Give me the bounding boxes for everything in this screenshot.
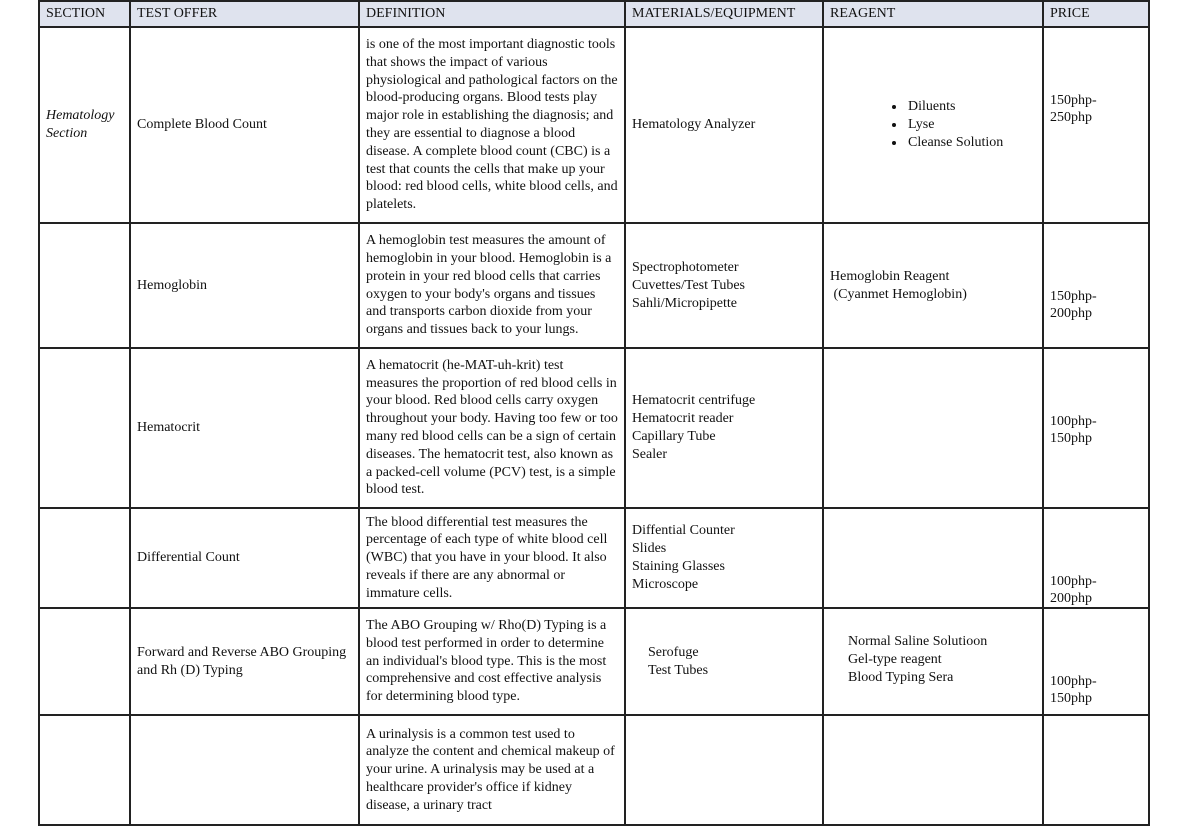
reagent-cell (823, 27, 1043, 223)
price-line: 150php- (1050, 93, 1097, 108)
price-cell (1043, 715, 1149, 825)
reagent-cell (823, 348, 1043, 508)
materials-cell (625, 608, 823, 715)
material-item: Spectrophotometer (632, 259, 739, 275)
header-test-offer: TEST OFFER (130, 1, 359, 27)
definition-cell: The ABO Grouping w/ Rho(D) Typing is a blood test performed in order to determine an individual's blood type. This is the most comprehensive and cost effective analysis for determining blood type. (359, 608, 625, 715)
reagent-cell (823, 608, 1043, 715)
materials-cell (625, 715, 823, 825)
material-item: Cuvettes/Test Tubes (632, 277, 745, 293)
reagent-cell (823, 715, 1043, 825)
test-offer-cell: Differential Count (130, 508, 359, 608)
price-line: 250php (1050, 110, 1092, 125)
reagent-item: Gel-type reagent (848, 652, 942, 667)
section-cell (39, 348, 130, 508)
price-line: 150php- (1050, 289, 1097, 304)
material-item: Hematocrit centrifuge (632, 393, 756, 408)
header-row (39, 1, 1149, 27)
price-line: 150php (1050, 691, 1092, 706)
definition-cell: A hemoglobin test measures the amount of hemoglobin in your blood. Hemoglobin is a protein in your red blood cells that carries oxygen to your body's organs and tissues and transports carbon dioxide from your organs and tissues back to your lungs. (359, 223, 625, 348)
price-line: 100php- (1050, 414, 1097, 429)
material-item: Slides (632, 541, 667, 556)
table-row (39, 508, 1149, 608)
reagent-item: Blood Typing Sera (848, 670, 954, 685)
material-item: Hematology Analyzer (632, 117, 756, 132)
price-line: 100php- (1050, 674, 1097, 689)
table-row (39, 608, 1149, 715)
definition-cell: The blood differential test measures the percentage of each type of white blood cell (WBC) that you have in your blood. It also reveals if there are any abnormal or immature cells. (359, 508, 625, 608)
definition-cell: is one of the most important diagnostic tools that shows the impact of various physiological and pathological factors on the blood-producing organs. Blood tests play major role in establishing the diagnosis; and they are essential to diagnose a blood disease. A complete blood count (CBC) is a test that counts the cells that make up your blood: red blood cells, white blood cells, and platelets. (359, 27, 625, 223)
section-cell (39, 608, 130, 715)
header-section: SECTION (39, 1, 130, 27)
price-cell (1043, 508, 1149, 608)
reagent-item: (Cyanmet Hemoglobin) (830, 286, 967, 302)
price-line: 100php- (1050, 574, 1097, 589)
table-row (39, 27, 1149, 223)
price-line: 150php (1050, 431, 1092, 446)
price-cell (1043, 608, 1149, 715)
test-offer-table (38, 0, 1150, 826)
test-offer-cell: Hemoglobin (130, 223, 359, 348)
reagent-item: • Cleanse Solution (906, 134, 1036, 152)
reagent-cell (823, 508, 1043, 608)
table-row (39, 715, 1149, 825)
reagent-item: • Lyse (906, 116, 1036, 134)
materials-cell (625, 223, 823, 348)
price-cell (1043, 27, 1149, 223)
definition-cell: A urinalysis is a common test used to analyze the content and chemical makeup of your urine. A urinalysis may be used at a healthcare provider's office if kidney disease, a urinary tract (359, 715, 625, 825)
materials-cell (625, 27, 823, 223)
material-item: Staining Glasses (632, 559, 725, 574)
reagent-item: Hemoglobin Reagent (830, 268, 950, 284)
reagent-item: • Diluents (906, 98, 1036, 116)
section-cell: Hematology Section (39, 27, 130, 223)
material-item: Microscope (632, 577, 699, 592)
reagent-cell (823, 223, 1043, 348)
material-item: Capillary Tube (632, 429, 716, 444)
price-cell (1043, 348, 1149, 508)
material-item: Sahli/Micropipette (632, 295, 737, 311)
material-item: Sealer (632, 447, 667, 462)
table-row (39, 223, 1149, 348)
definition-cell: A hematocrit (he-MAT-uh-krit) test measures the proportion of red blood cells in your blood. Red blood cells carry oxygen throughout your body. Having too few or too many red blood cells can be a sign of certain diseases. The hematocrit test, also known as a packed-cell volume (PCV) test, is a simple blood test. (359, 348, 625, 508)
test-offer-cell: Hematocrit (130, 348, 359, 508)
materials-cell (625, 348, 823, 508)
section-cell (39, 715, 130, 825)
test-offer-cell: Complete Blood Count (130, 27, 359, 223)
material-item: Diffential Counter (632, 523, 735, 538)
price-cell (1043, 223, 1149, 348)
price-line: 200php (1050, 306, 1092, 321)
materials-cell (625, 508, 823, 608)
reagent-item: Normal Saline Solutioon (848, 634, 988, 649)
header-definition: DEFINITION (359, 1, 625, 27)
material-item: Test Tubes (648, 662, 709, 678)
header-materials: MATERIALS/EQUIPMENT (625, 1, 823, 27)
section-cell (39, 508, 130, 608)
material-item: Hematocrit reader (632, 411, 734, 426)
table-row (39, 348, 1149, 508)
test-offer-cell: Forward and Reverse ABO Grouping and Rh (D) Typing (130, 608, 359, 715)
price-line: 200php (1050, 591, 1092, 606)
test-offer-cell (130, 715, 359, 825)
material-item: Serofuge (648, 644, 699, 660)
header-reagent: REAGENT (823, 1, 1043, 27)
header-price: PRICE (1043, 1, 1149, 27)
section-cell (39, 223, 130, 348)
